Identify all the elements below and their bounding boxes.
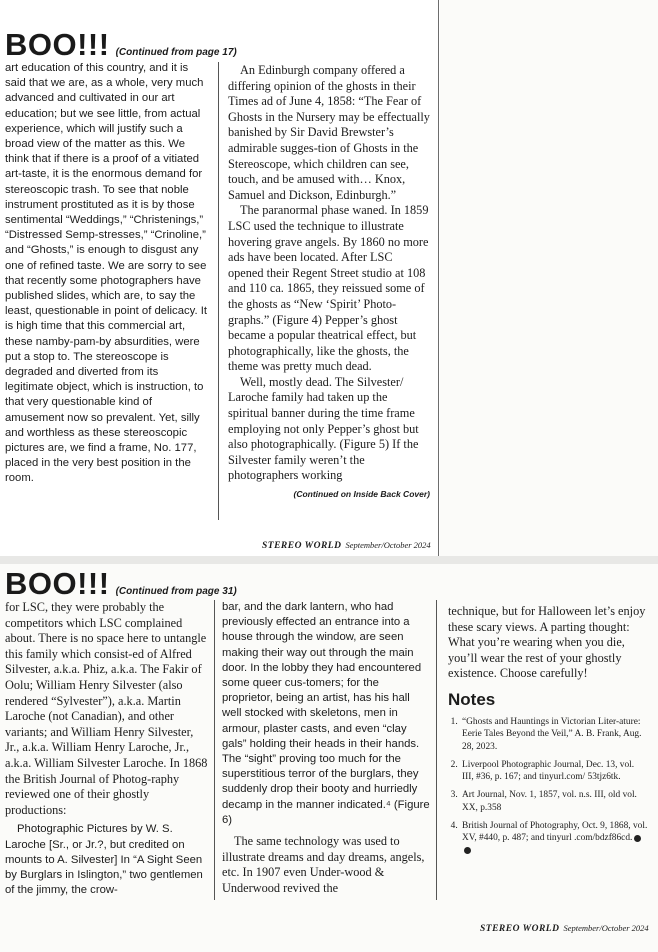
paragraph: technique, but for Halloween let’s enjoy these scary views. A parting thought: What you’re wearing when you die, you’ll wear the rest of your ghostly existence. Choose carefully!: [448, 604, 646, 681]
paragraph: for LSC, they were probably the competitors which LSC complained about. There is no space here to untangle this family which consist-ed of Alfred Silvester, a.k.a. Phiz, a.k.a. The Fakir of Oolu; William Henry Silvester (also rendered “Sylvester”), a.k.a. Martin Laroche (not Canadian), and other variants; and William Henry Silvester, Jr., a.k.a. William Henry Laroche, Jr., a.k.a. William Silvester Laroche. In 1868 the British Journal of Photog-raphy reviewed one of their ghostly productions:: [5, 600, 208, 817]
quoted-paragraph: bar, and the dark lantern, who had previously effected an entrance into a house through the window, are seen making their way out through the main door. In the lobby they had encountered some queer cus-tomers; for the proprietor, being an artist, has his hall well stocked with skeletons, men in armour, plaster casts, and even “clay gals” holding their heads in their hands. The “sight” proving too much for the superstitious terror of the burglars, they suddenly drop their booty and hurriedly decamp in the manner indicated.⁴ (Figure 6): [222, 601, 430, 826]
headline: BOO!!!: [5, 27, 110, 62]
issue-date: September/October 2024: [345, 540, 431, 550]
notes-list: [448, 716, 648, 857]
paragraph: An Edinburgh company offered a differing opinion of the ghosts in their Times ad of June 4, 1858: “The Fear of Ghosts in the Nursery may be effectually banished by Sir David Brewster’s admirable sugges-tion of Ghosts in the Stereoscope, which children can see, touch, and be amused with… Knox, Samuel and Dickson, Edinburgh.”: [228, 63, 430, 202]
note-item: 3. Art Journal, Nov. 1, 1857, vol. n.s. III, old vol. XX, p.358: [460, 789, 648, 814]
column-divider: [218, 62, 219, 520]
bottom-heading: [5, 566, 237, 602]
note-item: 1. “Ghosts and Hauntings in Victorian Liter-ature: Eerie Tales Beyond the Veil,” A. B. Frank, Aug. 28, 2023.: [460, 716, 648, 753]
column-divider: [436, 600, 437, 900]
paragraph: Well, mostly dead. The Silvester/ Laroche family had taken up the spiritual banner during the time frame employing not only Pepper’s ghost but also photographically. (Figure 5) If the Silvester family weren’t the photographers working: [228, 374, 419, 483]
paragraph: art education of this country, and it is said that we are, as a whole, very much advanced and cultivated in our art education; but we see little, from actual experience, which will justify such a broad view of the matter as this. We think that if there is a proof of a vitiated art-taste, it is the enormous demand for stereoscopic trash. To see that noble instrument prostituted as it is by those sentimental “Weddings,” “Christenings,” “Distressed Semp-stresses,” “Crinoline,” and “Ghosts,” is enough to disgust any one of refined taste. We are sorry to see that recently some photographers have published slides, which are, to say the least, questionable in point of delicacy. It is high time that this commercial art, these namby-pam-by absurdities, were put a stop to. The stereoscope is degraded and diverted from its legitimate object, which is instruction, to that very questionable kind of amusement now so prevalent. Yet, silly and worthless as these stereoscopic pictures are, we find a frame, No. 177, placed in the very best position in the room.: [5, 62, 208, 485]
page-separator: [0, 556, 658, 564]
magazine-logo: STEREO WORLD: [480, 924, 560, 934]
headline: BOO!!!: [5, 566, 110, 601]
continued-on-note: (Continued on Inside Back Cover): [293, 489, 430, 500]
top-footer: [262, 540, 431, 551]
top-left-column: [5, 61, 207, 487]
bottom-footer: [480, 923, 649, 934]
bottom-column-2: [222, 600, 432, 896]
bottom-column-3: [448, 604, 648, 863]
magazine-logo: STEREO WORLD: [262, 541, 342, 551]
end-mark-icon: [464, 847, 471, 854]
bottom-column-1: [5, 600, 208, 898]
notes-section: [448, 690, 648, 857]
page-edge: [438, 0, 439, 556]
issue-date: September/October 2024: [563, 923, 649, 933]
notes-heading: Notes: [448, 689, 496, 709]
top-heading: [5, 27, 237, 63]
continued-from-note: (Continued from page 31): [115, 586, 237, 597]
column-divider: [214, 600, 215, 900]
continued-from-note: (Continued from page 17): [115, 47, 237, 58]
end-mark-icon: [634, 835, 641, 842]
top-right-column: [228, 63, 430, 503]
paragraph: The same technology was used to illustrate dreams and day dreams, angels, etc. In 1907 even Under-wood & Underwood revived the: [222, 834, 425, 895]
note-item: 2. Liverpool Photographic Journal, Dec. 13, vol. III, #36, p. 167; and tinyurl.com/ 53tjz6tk.: [460, 759, 648, 784]
paragraph: The paranormal phase waned. In 1859 LSC used the technique to illustrate hovering grave angels. By 1860 no more ads have been located. After LSC opened their Regent Street studio at 108 and 110 ca. 1865, they reissued some of the ghosts as “New ‘Spirit’ Photo-graphs.” (Figure 4) Pepper’s ghost became a popular theatrical effect, but photographically, like the ghosts, the theme was pretty much dead.: [228, 203, 429, 374]
note-item: 4. British Journal of Photography, Oct. 9, 1868, vol. XV, #440, p. 487; and tinyurl .com/bdzf86cd.: [460, 820, 648, 857]
quoted-paragraph: Photographic Pictures by W. S. Laroche [Sr., or Jr.?, but credited on mounts to A. Silvester] In “A Sight Seen by Burglars in Islington,” two gentlemen of the jimmy, the crow-: [5, 823, 203, 897]
